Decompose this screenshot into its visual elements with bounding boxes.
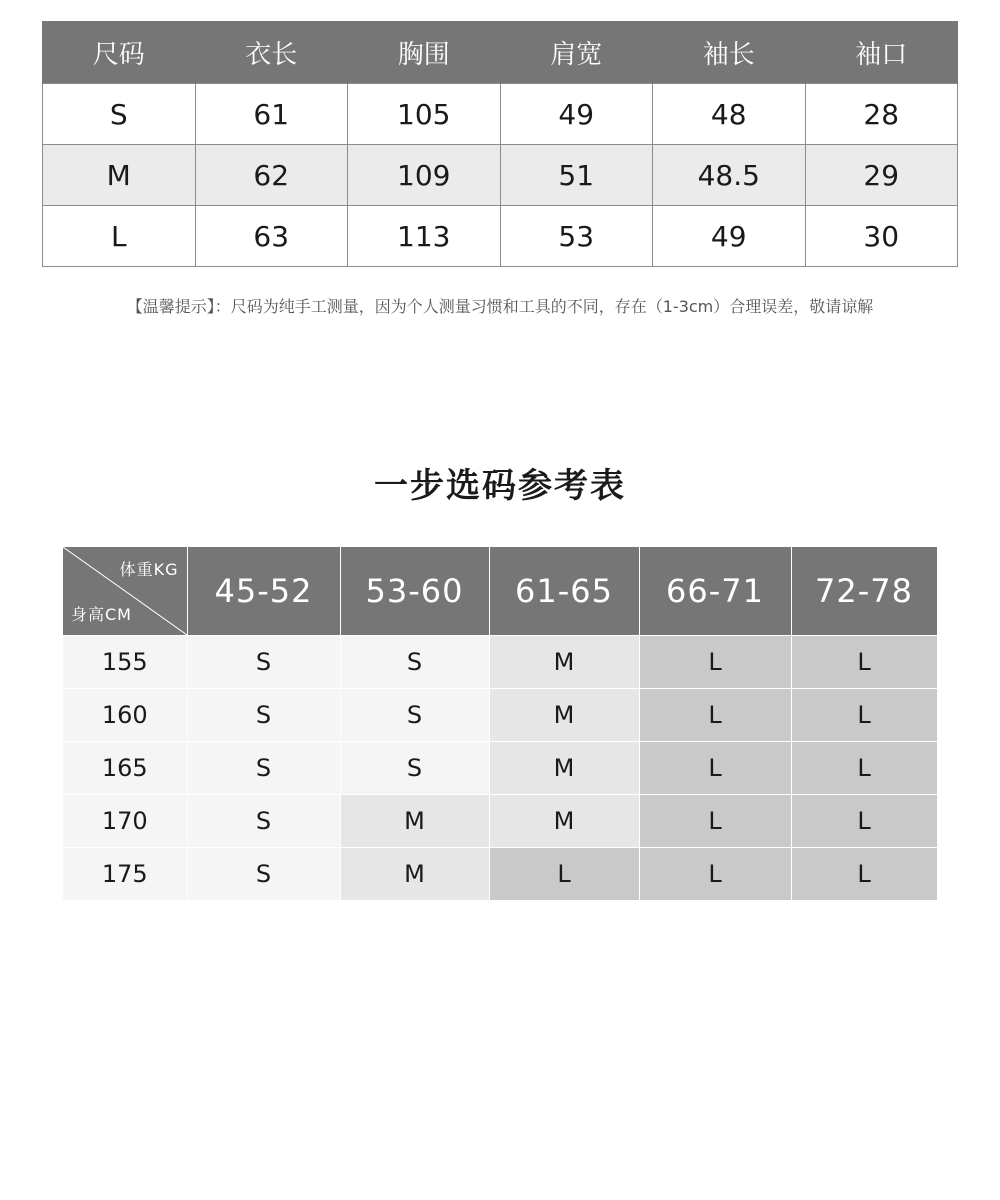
height-cell: 160: [63, 689, 187, 742]
size-recommendation-cell: M: [489, 742, 639, 795]
size-recommendation-cell: S: [187, 795, 340, 848]
size-recommendation-cell: L: [791, 742, 937, 795]
reference-table: [63, 547, 938, 901]
reference-row: [63, 689, 937, 742]
size-recommendation-cell: L: [639, 795, 791, 848]
size-cell: 48.5: [653, 145, 806, 206]
size-cell: 49: [500, 84, 653, 145]
size-cell: 63: [195, 206, 348, 267]
height-cell: 170: [63, 795, 187, 848]
height-cell: 165: [63, 742, 187, 795]
size-recommendation-cell: M: [489, 795, 639, 848]
reference-header-row: [63, 547, 937, 636]
size-recommendation-cell: S: [340, 742, 489, 795]
size-cell: 30: [805, 206, 958, 267]
size-recommendation-cell: M: [340, 795, 489, 848]
height-cell: 155: [63, 636, 187, 689]
size-cell: 61: [195, 84, 348, 145]
reference-row: [63, 795, 937, 848]
size-recommendation-cell: L: [791, 795, 937, 848]
size-recommendation-cell: S: [187, 742, 340, 795]
size-cell: 62: [195, 145, 348, 206]
header-cuff: 袖口: [805, 21, 958, 84]
size-table: [42, 21, 958, 267]
size-cell: 49: [653, 206, 806, 267]
size-row-s: [43, 84, 958, 145]
size-cell: 48: [653, 84, 806, 145]
size-recommendation-cell: L: [639, 636, 791, 689]
header-shoulder: 肩宽: [500, 21, 653, 84]
size-recommendation-cell: S: [187, 689, 340, 742]
header-length: 衣长: [195, 21, 348, 84]
reference-row: [63, 742, 937, 795]
size-recommendation-cell: M: [489, 636, 639, 689]
reference-title: 一步选码参考表: [374, 466, 626, 506]
size-cell: S: [43, 84, 196, 145]
size-recommendation-cell: L: [639, 689, 791, 742]
size-recommendation-cell: S: [187, 848, 340, 901]
size-cell: M: [43, 145, 196, 206]
size-cell: 109: [348, 145, 501, 206]
size-cell: 51: [500, 145, 653, 206]
weight-range-header: 61-65: [489, 547, 639, 636]
size-cell: 113: [348, 206, 501, 267]
size-recommendation-cell: S: [340, 636, 489, 689]
height-axis-label: 身高CM: [71, 605, 132, 624]
header-chest: 胸围: [348, 21, 501, 84]
size-cell: 28: [805, 84, 958, 145]
weight-range-header: 45-52: [187, 547, 340, 636]
size-recommendation-cell: L: [791, 636, 937, 689]
size-recommendation-cell: L: [639, 742, 791, 795]
reference-row: [63, 848, 937, 901]
reference-row: [63, 636, 937, 689]
size-recommendation-cell: L: [791, 848, 937, 901]
weight-range-header: 66-71: [639, 547, 791, 636]
header-sleeve-length: 袖长: [653, 21, 806, 84]
size-recommendation-cell: L: [489, 848, 639, 901]
size-recommendation-cell: L: [639, 848, 791, 901]
size-cell: 105: [348, 84, 501, 145]
size-table-header-row: [43, 21, 958, 84]
size-recommendation-cell: M: [340, 848, 489, 901]
size-row-m: [43, 145, 958, 206]
measurement-note: 【温馨提示】：尺码为纯手工测量，因为个人测量习惯和工具的不同，存在（1-3cm）合理误差，敬请谅解: [126, 297, 874, 316]
header-size: 尺码: [43, 21, 196, 84]
size-recommendation-cell: S: [187, 636, 340, 689]
size-row-l: [43, 206, 958, 267]
weight-axis-label: 体重KG: [119, 560, 179, 579]
corner-header: [63, 547, 187, 636]
size-cell: L: [43, 206, 196, 267]
weight-range-header: 53-60: [340, 547, 489, 636]
weight-range-header: 72-78: [791, 547, 937, 636]
height-cell: 175: [63, 848, 187, 901]
size-recommendation-cell: L: [791, 689, 937, 742]
size-recommendation-cell: M: [489, 689, 639, 742]
size-cell: 29: [805, 145, 958, 206]
size-recommendation-cell: S: [340, 689, 489, 742]
size-cell: 53: [500, 206, 653, 267]
